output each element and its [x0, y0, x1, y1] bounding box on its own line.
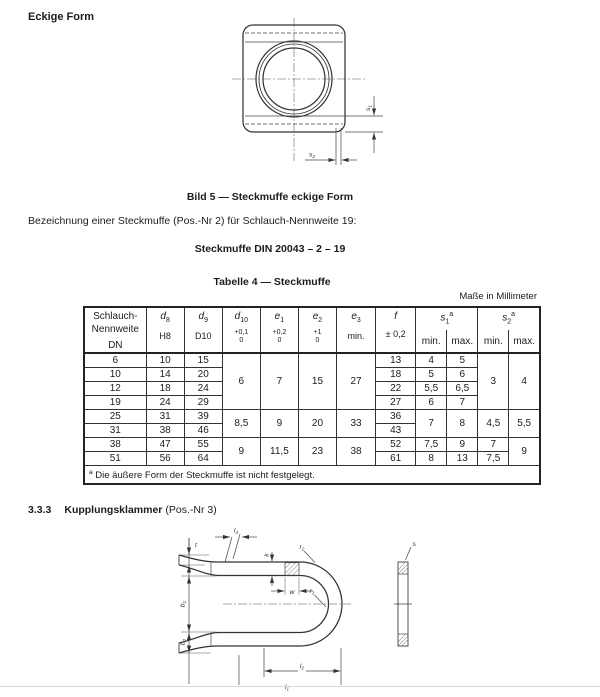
steckmuffe-table: [83, 306, 541, 485]
dim-label-b1: $b_1$: [179, 600, 189, 608]
table-caption: Tabelle 4 — Steckmuffe: [213, 276, 331, 288]
dim-label-s1: $s_1$: [365, 104, 374, 112]
table-cell: 9: [222, 438, 260, 466]
dim-label-t: t: [195, 542, 197, 549]
table-cell: 25: [84, 410, 146, 424]
footnote-row: [84, 466, 540, 485]
table-cell: 47: [146, 438, 184, 452]
table-cell: 3: [478, 353, 509, 410]
col-header-e1: $e_1$ +0,2 0: [260, 307, 298, 353]
table-cell: 55: [184, 438, 222, 452]
table-cell: 5,5: [509, 410, 540, 438]
dimension-s2: [305, 128, 357, 165]
table-cell: 20: [298, 410, 336, 438]
table-cell: 7,5: [416, 438, 447, 452]
table-cell: 29: [184, 396, 222, 410]
col-header-s2-min: min.: [478, 330, 509, 353]
table-cell: 52: [376, 438, 416, 452]
col-header-s2: $s_2^a$: [478, 307, 540, 330]
table-cell: 18: [146, 382, 184, 396]
table-cell: 6: [447, 368, 478, 382]
dimension-r2: [300, 544, 315, 563]
dimension-s1: [365, 96, 374, 153]
table-cell: 4: [509, 353, 540, 410]
table-cell: 7: [416, 410, 447, 438]
table-cell: 51: [84, 452, 146, 466]
dim-label-s: s: [412, 541, 416, 548]
table-cell: 8: [416, 452, 447, 466]
table-cell: 12: [84, 382, 146, 396]
table-cell: 18: [376, 368, 416, 382]
table-cell: 46: [184, 424, 222, 438]
col-header-s1: $s_1^a$: [416, 307, 478, 330]
col-header-s2-max: max.: [509, 330, 540, 353]
table-cell: 9: [509, 438, 540, 466]
table-cell: 27: [337, 353, 376, 410]
designation: Steckmuffe DIN 20043 – 2 – 19: [194, 243, 346, 255]
table-cell: 6: [222, 353, 260, 410]
table-cell: 6: [84, 353, 146, 368]
table-cell: 4,5: [478, 410, 509, 438]
table-cell: 10: [84, 368, 146, 382]
dim-label-k: k: [263, 553, 271, 557]
table-cell: 14: [146, 368, 184, 382]
table-cell: 8: [447, 410, 478, 438]
col-header-d9: $d_9$ D10: [184, 307, 222, 353]
figure1-caption: Bild 5 — Steckmuffe eckige Form: [186, 191, 354, 203]
table-cell: 7: [260, 353, 298, 410]
table-cell: 39: [184, 410, 222, 424]
clamp-outline: [179, 555, 351, 653]
table-cell: 24: [184, 382, 222, 396]
table-row: [84, 410, 540, 424]
table-cell: 5: [416, 368, 447, 382]
dim-label-r2: $r_2$: [299, 544, 305, 553]
table-cell: 38: [84, 438, 146, 452]
subsection-heading: [28, 504, 217, 516]
col-header-dn: Schlauch- Nennweite DN: [84, 307, 146, 353]
table-cell: 38: [146, 424, 184, 438]
table-cell: 8,5: [222, 410, 260, 438]
dimension-k: [264, 552, 273, 586]
dim-label-l1: $l_1$: [284, 684, 290, 693]
table-cell: 10: [146, 353, 184, 368]
table-row: [84, 438, 540, 452]
table-cell: 15: [298, 353, 336, 410]
dim-label-l2: $l_2$: [299, 663, 305, 672]
table-cell: 15: [184, 353, 222, 368]
figure-kupplungsklammer: [165, 524, 465, 693]
subsection-title: Kupplungsklammer: [64, 504, 163, 516]
table-cell: 13: [447, 452, 478, 466]
table-row: [84, 353, 540, 368]
table-cell: 20: [184, 368, 222, 382]
table-cell: 23: [298, 438, 336, 466]
table-cell: 56: [146, 452, 184, 466]
table-cell: 43: [376, 424, 416, 438]
figure-steckmuffe-eckige-form: [220, 18, 400, 178]
table-cell: 7,5: [478, 452, 509, 466]
table-cell: 9: [447, 438, 478, 452]
section-heading: Eckige Form: [28, 11, 95, 23]
table-cell: 6,5: [447, 382, 478, 396]
table-cell: 38: [337, 438, 376, 466]
table-cell: 22: [376, 382, 416, 396]
col-header-d8: $d_8$ H8: [146, 307, 184, 353]
dim-label-r1: $r_1$: [309, 588, 315, 597]
table-cell: 9: [260, 410, 298, 438]
table-cell: 19: [84, 396, 146, 410]
table-cell: 27: [376, 396, 416, 410]
table-footnote: $^a$ Die äußere Form der Steckmuffe ist nicht festgelegt.: [84, 466, 540, 485]
dim-label-b2: $b_2$: [179, 638, 189, 646]
table-cell: 33: [337, 410, 376, 438]
col-header-s1-max: max.: [447, 330, 478, 353]
table-cell: 7: [478, 438, 509, 452]
table-cell: 5,5: [416, 382, 447, 396]
table-cell: 4: [416, 353, 447, 368]
page-boundary-line: [0, 686, 600, 687]
col-header-f: f ± 0,2: [376, 307, 416, 353]
table-cell: 6: [416, 396, 447, 410]
table-body: [84, 353, 540, 466]
units-note: Maße in Millimeter: [459, 291, 537, 302]
col-header-e3: $e_3$ min.: [337, 307, 376, 353]
col-header-s1-min: min.: [416, 330, 447, 353]
table-cell: 11,5: [260, 438, 298, 466]
dim-label-w: w: [289, 588, 295, 596]
table-cell: 64: [184, 452, 222, 466]
dimension-l4: [215, 528, 257, 563]
subsection-suffix: (Pos.-Nr 3): [165, 504, 217, 516]
table-cell: 61: [376, 452, 416, 466]
table-cell: 13: [376, 353, 416, 368]
table-cell: 36: [376, 410, 416, 424]
dim-label-s2: $s_2$: [308, 151, 316, 161]
dim-label-l4: $l_4$: [233, 527, 239, 537]
table-cell: 24: [146, 396, 184, 410]
table-cell: 31: [146, 410, 184, 424]
muffe-outline: [232, 18, 383, 161]
col-header-e2: $e_2$ +1 0: [298, 307, 336, 353]
subsection-number: 3.3.3: [28, 504, 52, 516]
table-cell: 5: [447, 353, 478, 368]
dimension-w: [271, 577, 313, 596]
table-cell: 7: [447, 396, 478, 410]
designation-intro: Bezeichnung einer Steckmuffe (Pos.-Nr 2) für Schlauch-Nennweite 19:: [28, 215, 357, 227]
clamp-side-view: [394, 541, 417, 646]
table-cell: 31: [84, 424, 146, 438]
col-header-d10: $d_{10}$ +0,1 0: [222, 307, 260, 353]
